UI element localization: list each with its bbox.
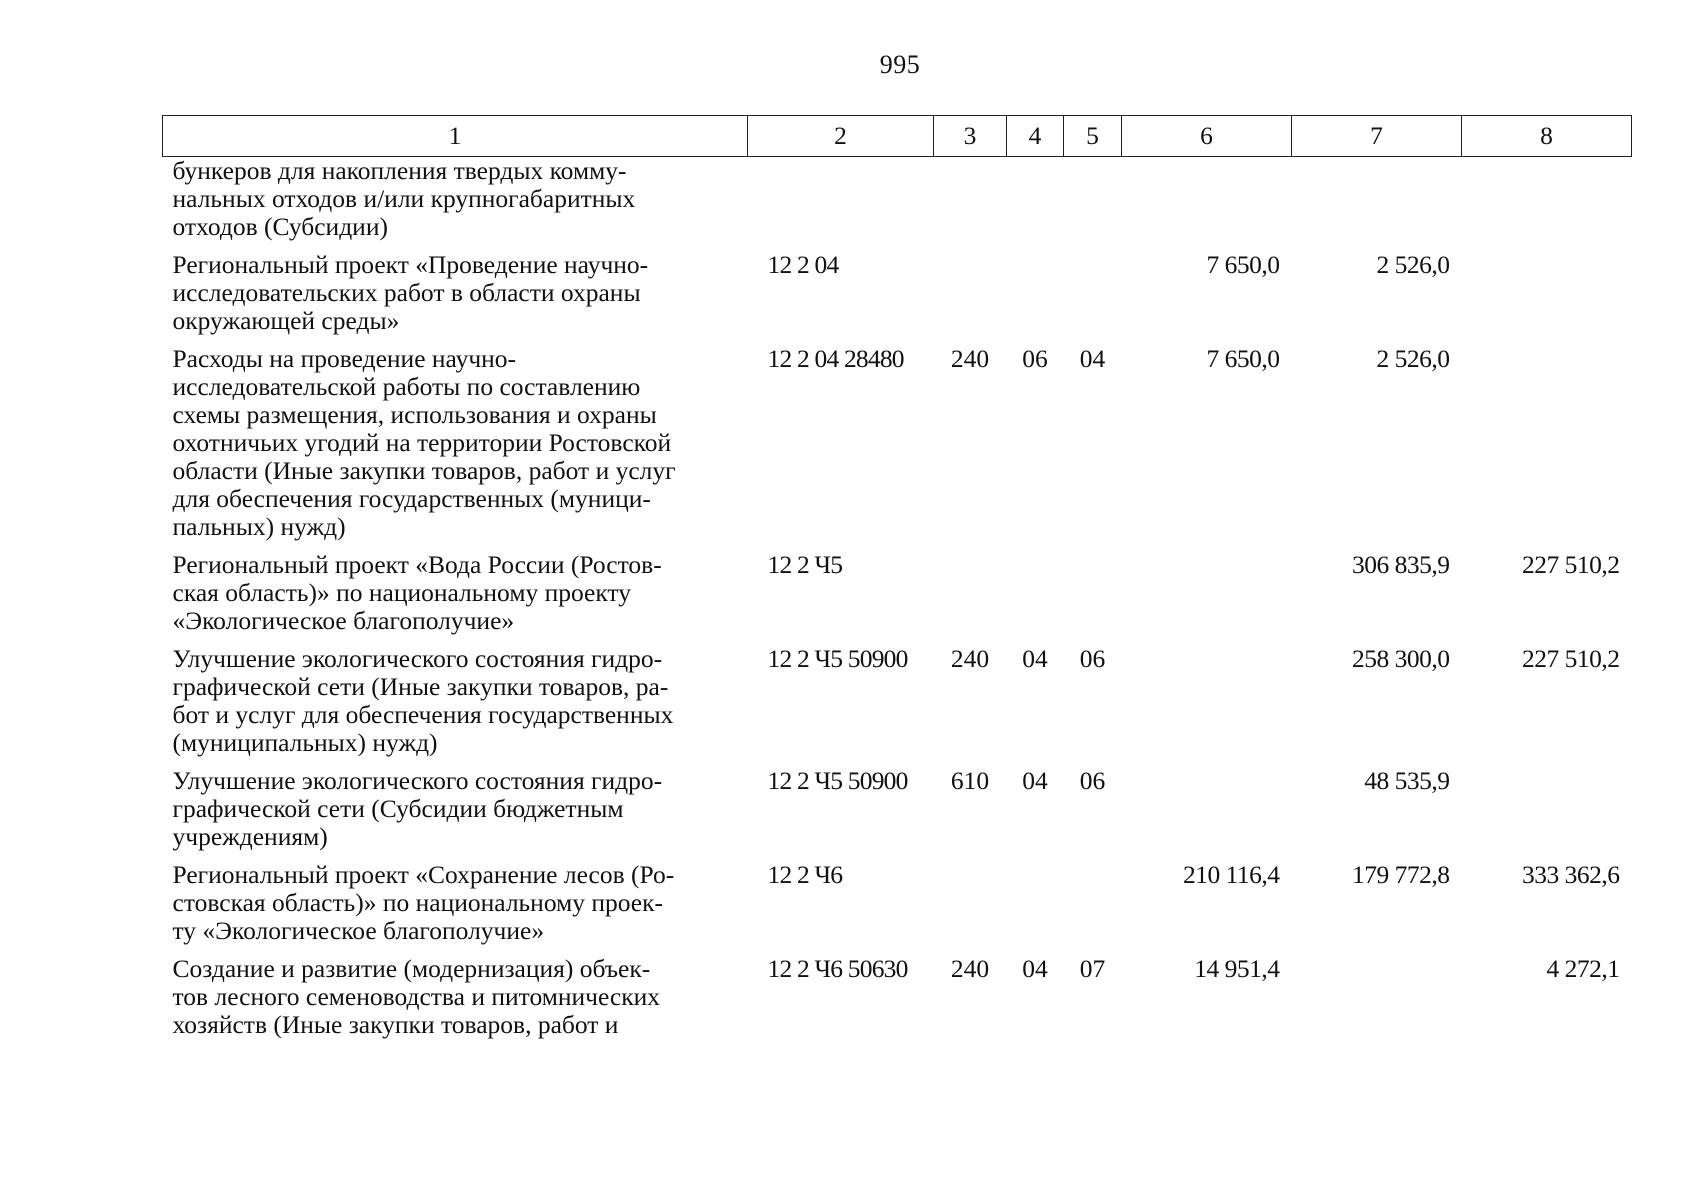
budget-table (162, 115, 1632, 1049)
row-value-col7 (1292, 157, 1462, 252)
description-line: графической сети (Иные закупки товаров, ра- (172, 672, 669, 701)
description-line: (муниципальных) нужд) (172, 728, 438, 757)
row-value-col7: 306 835,9 (1352, 550, 1450, 579)
row-code: 12 2 Ч5 50900 (767, 644, 908, 673)
row-section (1007, 157, 1064, 252)
header-col-6: 6 (1122, 116, 1292, 157)
description-line: Создание и развитие (модернизация) объек- (172, 954, 651, 983)
table-row (163, 767, 1632, 861)
row-subsection: 06 (1079, 766, 1106, 795)
row-section: 04 (1022, 954, 1048, 983)
description-line: тов лесного семеноводства и питомнических (172, 982, 661, 1011)
row-subsection: 06 (1079, 644, 1106, 673)
description-line: Региональный проект «Проведение научно- (172, 250, 649, 279)
table-row (163, 157, 1632, 252)
description-line: стовская область)» по национальному проек- (172, 888, 664, 917)
header-row (163, 116, 1632, 157)
row-section (1007, 861, 1064, 955)
table-body (163, 157, 1632, 1050)
row-description (163, 157, 748, 252)
header-col-7: 7 (1292, 116, 1462, 157)
description-line: «Экологическое благополучие» (172, 606, 515, 635)
row-code: 12 2 04 (767, 250, 839, 279)
row-description (163, 251, 748, 345)
description-line: нальных отходов и/или крупногабаритных (172, 184, 636, 213)
row-value-col8 (1462, 251, 1632, 345)
row-value-col7: 48 535,9 (1364, 766, 1450, 795)
row-code: 12 2 Ч5 (767, 550, 843, 579)
header-col-5: 5 (1064, 116, 1122, 157)
row-section: 06 (1022, 344, 1048, 373)
row-value-col7: 2 526,0 (1376, 344, 1450, 373)
row-subsection (1064, 861, 1122, 955)
description-line: Региональный проект «Вода России (Ростов- (172, 550, 662, 579)
row-description (163, 955, 748, 1049)
table-row (163, 551, 1632, 645)
row-code (748, 157, 934, 252)
row-value-col6: 210 116,4 (1182, 860, 1280, 889)
row-expense-type: 240 (950, 644, 990, 673)
row-value-col7: 258 300,0 (1352, 644, 1450, 673)
row-value-col7: 2 526,0 (1376, 250, 1450, 279)
row-description (163, 645, 748, 767)
description-line: исследовательской работы по составлению (172, 372, 641, 401)
table-row (163, 861, 1632, 955)
description-line: Расходы на проведение научно- (172, 344, 517, 373)
description-line: бот и услуг для обеспечения государственных (172, 700, 674, 729)
row-description (163, 767, 748, 861)
description-line: отходов (Субсидии) (172, 212, 388, 241)
description-line: для обеспечения государственных (муници- (172, 484, 651, 513)
row-subsection: 07 (1079, 954, 1106, 983)
row-code: 12 2 04 28480 (767, 344, 904, 373)
row-expense-type (934, 251, 1007, 345)
row-subsection (1064, 251, 1122, 345)
header-col-1: 1 (163, 116, 748, 157)
row-value-col8 (1462, 345, 1632, 551)
row-section: 04 (1022, 766, 1048, 795)
row-value-col6: 7 650,0 (1206, 344, 1280, 373)
row-code: 12 2 Ч5 50900 (767, 766, 908, 795)
header-col-4: 4 (1007, 116, 1064, 157)
row-section (1007, 551, 1064, 645)
row-value-col6: 7 650,0 (1206, 250, 1280, 279)
row-value-col6 (1122, 645, 1292, 767)
description-line: ская область)» по национальному проекту (172, 578, 631, 607)
description-line: исследовательских работ в области охраны (172, 278, 641, 307)
row-expense-type (934, 551, 1007, 645)
description-line: пальных) нужд) (172, 512, 346, 541)
description-line: Региональный проект «Сохранение лесов (Ро- (172, 860, 675, 889)
row-value-col8: 227 510,2 (1522, 644, 1620, 673)
row-subsection (1064, 157, 1122, 252)
row-value-col6 (1122, 157, 1292, 252)
row-value-col8: 227 510,2 (1522, 550, 1620, 579)
description-line: бункеров для накопления твердых комму- (172, 156, 627, 185)
row-description (163, 345, 748, 551)
header-col-8: 8 (1462, 116, 1632, 157)
row-code: 12 2 Ч6 (767, 860, 843, 889)
row-subsection (1064, 551, 1122, 645)
row-value-col8: 4 272,1 (1546, 954, 1620, 983)
row-subsection: 04 (1079, 344, 1106, 373)
row-expense-type: 610 (950, 766, 990, 795)
table-row (163, 645, 1632, 767)
row-value-col8 (1462, 767, 1632, 861)
row-expense-type: 240 (950, 344, 990, 373)
table-row (163, 345, 1632, 551)
table-row (163, 955, 1632, 1049)
row-value-col7: 179 772,8 (1352, 860, 1450, 889)
header-col-3: 3 (934, 116, 1007, 157)
row-value-col6 (1122, 551, 1292, 645)
table-row (163, 251, 1632, 345)
row-value-col8: 333 362,6 (1522, 860, 1620, 889)
row-value-col7 (1292, 955, 1462, 1049)
description-line: окружающей среды» (172, 306, 400, 335)
description-line: охотничьих угодий на территории Ростовской (172, 428, 672, 457)
row-value-col6 (1122, 767, 1292, 861)
description-line: области (Иные закупки товаров, работ и услуг (172, 456, 676, 485)
row-section (1007, 251, 1064, 345)
row-expense-type (934, 861, 1007, 955)
table-header (163, 116, 1632, 157)
description-line: хозяйств (Иные закупки товаров, работ и (172, 1010, 619, 1039)
row-value-col6: 14 951,4 (1194, 954, 1280, 983)
row-value-col8 (1462, 157, 1632, 252)
row-section: 04 (1022, 644, 1048, 673)
page-number: 995 (879, 50, 921, 79)
row-description (163, 551, 748, 645)
description-line: схемы размещения, использования и охраны (172, 400, 657, 429)
row-description (163, 861, 748, 955)
description-line: учреждениям) (172, 822, 328, 851)
header-col-2: 2 (748, 116, 934, 157)
row-expense-type: 240 (950, 954, 990, 983)
description-line: графической сети (Субсидии бюджетным (172, 794, 624, 823)
description-line: Улучшение экологического состояния гидро- (172, 766, 663, 795)
description-line: ту «Экологическое благополучие» (172, 916, 545, 945)
row-expense-type (934, 157, 1007, 252)
row-code: 12 2 Ч6 50630 (767, 954, 908, 983)
description-line: Улучшение экологического состояния гидро- (172, 644, 663, 673)
